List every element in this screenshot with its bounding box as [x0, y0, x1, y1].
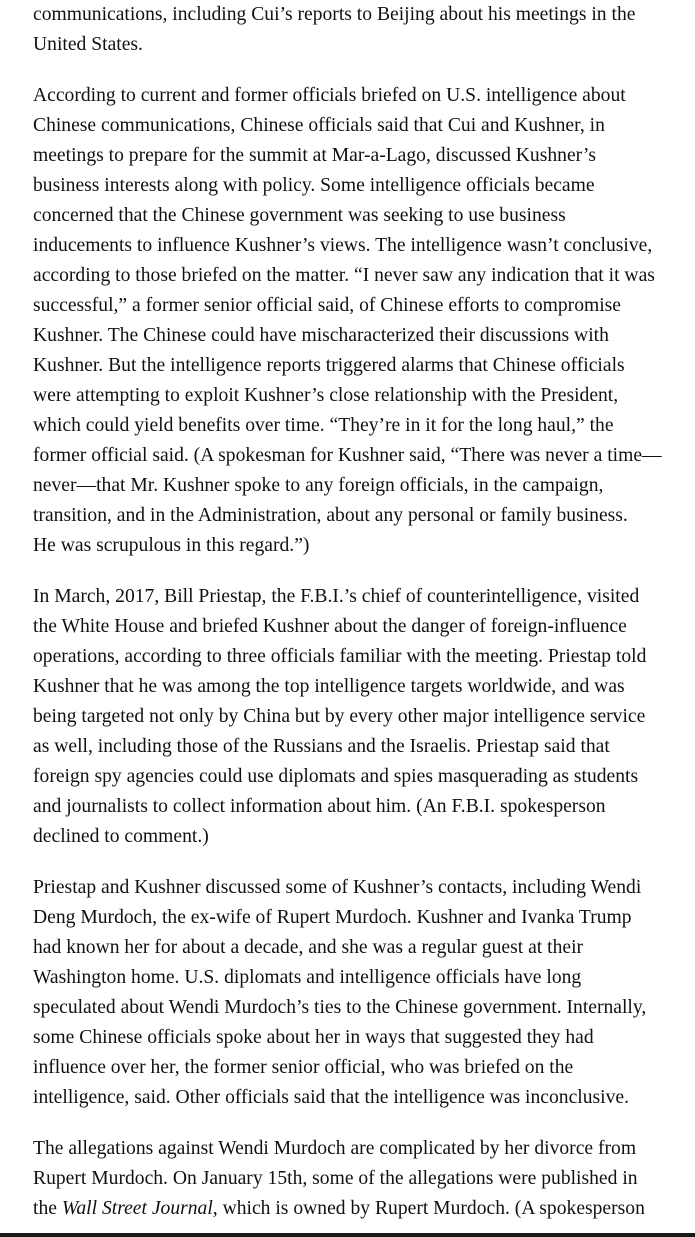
text-line: according to those briefed on the matter. “I never saw any indication that it was [33, 265, 655, 286]
text-line: business interests along with policy. Some intelligence officials became [33, 175, 595, 196]
text-line: concerned that the Chinese government was seeking to use business [33, 205, 566, 226]
paragraph-5 [33, 1134, 685, 1224]
text-line: successful,” a former senior official said, of Chinese efforts to compromise [33, 295, 622, 316]
text-line: some Chinese officials spoke about her in ways that suggested they had [33, 1027, 594, 1048]
text-line: were attempting to exploit Kushner’s close relationship with the President, [33, 385, 619, 406]
text-line: the White House and briefed Kushner about the danger of foreign-influence [33, 616, 627, 637]
text-line: Rupert Murdoch. On January 15th, some of the allegations were published in [33, 1168, 638, 1189]
publication-name: Wall Street Journal [61, 1198, 213, 1219]
paragraph-3 [33, 582, 685, 852]
text-line: inducements to influence Kushner’s views. The intelligence wasn’t conclusive, [33, 235, 653, 256]
text-line: In March, 2017, Bill Priestap, the F.B.I.’s chief of counterintelligence, visited [33, 586, 640, 607]
text-line: Washington home. U.S. diplomats and intelligence officials have long [33, 967, 582, 988]
paragraph-1 [33, 0, 685, 60]
text-line: influence over her, the former senior official, who was briefed on the [33, 1057, 574, 1078]
text-line: Priestap and Kushner discussed some of Kushner’s contacts, including Wendi [33, 877, 642, 898]
text-line: as well, including those of the Russians and the Israelis. Priestap said that [33, 736, 610, 757]
text-line: speculated about Wendi Murdoch’s ties to the Chinese government. Internally, [33, 997, 647, 1018]
text-line: operations, according to three officials familiar with the meeting. Priestap told [33, 646, 647, 667]
paragraph-4 [33, 873, 685, 1113]
text-line: had known her for about a decade, and she was a regular guest at their [33, 937, 584, 958]
text-line: meetings to prepare for the summit at Mar-a-Lago, discussed Kushner’s [33, 145, 596, 166]
text-line: Kushner. But the intelligence reports triggered alarms that Chinese officials [33, 355, 625, 376]
text-segment: , which is owned by Rupert Murdoch. (A spokesperson [212, 1198, 645, 1219]
bottom-divider [0, 1233, 695, 1237]
text-line: communications, including Cui’s reports to Beijing about his meetings in the [33, 4, 636, 25]
text-line: Deng Murdoch, the ex-wife of Rupert Murdoch. Kushner and Ivanka Trump [33, 907, 632, 928]
text-line: being targeted not only by China but by every other major intelligence service [33, 706, 646, 727]
text-line: According to current and former officials briefed on U.S. intelligence about [33, 85, 626, 106]
article-body [33, 0, 685, 1224]
text-segment: the [33, 1198, 62, 1219]
text-line: never—that Mr. Kushner spoke to any foreign officials, in the campaign, [33, 475, 604, 496]
paragraph-2 [33, 81, 685, 561]
text-line: and journalists to collect information about him. (An F.B.I. spokesperson [33, 796, 606, 817]
text-line: Kushner that he was among the top intelligence targets worldwide, and was [33, 676, 625, 697]
text-line: which could yield benefits over time. “They’re in it for the long haul,” the [33, 415, 614, 436]
text-line: intelligence, said. Other officials said that the intelligence was inconclusive. [33, 1087, 629, 1108]
text-line: transition, and in the Administration, about any personal or family business. [33, 505, 628, 526]
text-line: The allegations against Wendi Murdoch are complicated by her divorce from [33, 1138, 637, 1159]
text-line: He was scrupulous in this regard.”) [33, 535, 310, 556]
text-line: Kushner. The Chinese could have mischaracterized their discussions with [33, 325, 609, 346]
text-line: Chinese communications, Chinese officials said that Cui and Kushner, in [33, 115, 605, 136]
text-line: declined to comment.) [33, 826, 209, 847]
text-line: foreign spy agencies could use diplomats and spies masquerading as students [33, 766, 639, 787]
text-line [33, 1194, 685, 1224]
text-line: United States. [33, 34, 143, 55]
text-line: former official said. (A spokesman for Kushner said, “There was never a time— [33, 445, 662, 466]
